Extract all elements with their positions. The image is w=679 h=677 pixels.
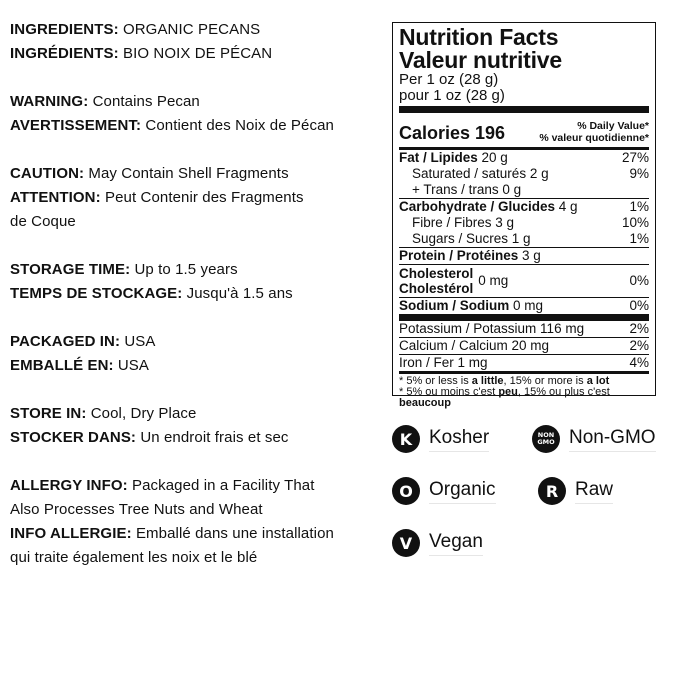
serving-size-fr: pour 1 oz (28 g): [399, 87, 505, 104]
raw-icon: R: [538, 477, 566, 505]
allergy-fr-label: INFO ALLERGIE:: [10, 525, 132, 542]
sugars-row: [399, 231, 649, 247]
divider-thick: [399, 106, 649, 113]
saturated-dv: 9%: [629, 166, 649, 181]
calcium-dv: 2%: [629, 338, 649, 353]
organic-label: Organic: [429, 479, 496, 504]
sodium-amount: 0 mg: [509, 298, 544, 313]
packaged-fr-label: EMBALLÉ EN:: [10, 357, 114, 374]
potassium-dv: 2%: [629, 321, 649, 336]
calcium-row: [399, 338, 649, 354]
badge-vegan: [392, 529, 483, 557]
caution-fr-value: Peut Contenir des Fragments: [100, 189, 304, 206]
divider-thick: [399, 314, 649, 321]
cholesterol-amount: 0 mg: [478, 273, 509, 288]
saturated-label: Saturated / saturés 2 g: [412, 166, 549, 181]
ingredients-fr-label: INGRÉDIENTS:: [10, 45, 119, 62]
storage-value: Up to 1.5 years: [130, 261, 238, 278]
kosher-label: Kosher: [429, 427, 489, 452]
vegan-icon: V: [392, 529, 420, 557]
nutrition-title-en: Nutrition Facts: [399, 24, 559, 50]
footnote-fr: * 5% ou moins c'est peu, 15% ou plus c'est beaucoup: [399, 386, 610, 409]
ingredients-line: [10, 21, 260, 39]
saturated-row: [399, 166, 649, 182]
trans-label: + Trans / trans 0 g: [412, 182, 522, 197]
warning-line: [10, 93, 200, 111]
allergy-fr-line: [10, 525, 334, 543]
footnote-en: * 5% or less is a little, 15% or more is a lot: [399, 375, 610, 387]
caution-fr-label: ATTENTION:: [10, 189, 101, 206]
fat-amount: 20 g: [477, 150, 508, 165]
footnote: [399, 374, 649, 409]
daily-value-fr: % valeur quotidienne*: [539, 132, 649, 144]
fat-row: [399, 150, 649, 166]
store-line: [10, 405, 196, 423]
store-fr-value: Un endroit frais et sec: [136, 429, 289, 446]
sodium-label: Sodium / Sodium: [399, 298, 510, 313]
potassium-label: Potassium / Potassium 116 mg: [399, 321, 585, 336]
sodium-dv: 0%: [629, 298, 649, 313]
ingredients-fr-value: BIO NOIX DE PÉCAN: [118, 45, 273, 62]
allergy-line: [10, 477, 315, 495]
allergy-fr-value-2: qui traite également les noix et le blé: [10, 549, 258, 566]
carbohydrate-label: Carbohydrate / Glucides: [399, 199, 556, 214]
iron-label: Iron / Fer 1 mg: [399, 355, 488, 370]
allergy-label: ALLERGY INFO:: [10, 477, 128, 494]
potassium-row: [399, 321, 649, 337]
organic-icon: O: [392, 477, 420, 505]
packaged-fr-line: [10, 357, 149, 375]
carbohydrate-amount: 4 g: [555, 199, 578, 214]
carbohydrate-dv: 1%: [629, 199, 649, 214]
cholesterol-row: [399, 265, 649, 297]
protein-row: [399, 248, 649, 264]
caution-label: CAUTION:: [10, 165, 85, 182]
allergy-value-2: Also Processes Tree Nuts and Wheat: [10, 501, 263, 518]
sodium-row: [399, 298, 649, 314]
calories-row: [399, 113, 649, 147]
storage-line: [10, 261, 238, 279]
fat-label: Fat / Lipides: [399, 150, 478, 165]
packaged-fr-value: USA: [113, 357, 150, 374]
badge-non-gmo: [532, 425, 656, 453]
iron-dv: 4%: [629, 355, 649, 370]
allergy-value: Packaged in a Facility That: [127, 477, 315, 494]
caution-fr-value-2: de Coque: [10, 213, 76, 230]
cholesterol-label-fr: Cholestérol: [399, 281, 474, 296]
ingredients-value: ORGANIC PECANS: [118, 21, 261, 38]
cholesterol-label-en: Cholesterol: [399, 266, 474, 281]
storage-fr-line: [10, 285, 293, 303]
warning-fr-label: AVERTISSEMENT:: [10, 117, 142, 134]
caution-fr-line-2: [10, 213, 76, 231]
warning-label: WARNING:: [10, 93, 89, 110]
storage-fr-label: TEMPS DE STOCKAGE:: [10, 285, 183, 302]
carbohydrate-row: [399, 199, 649, 215]
fibre-label: Fibre / Fibres 3 g: [412, 215, 515, 230]
nutrition-title-fr: Valeur nutritive: [399, 47, 562, 73]
protein-amount: 3 g: [518, 248, 541, 263]
nutrition-facts-panel: [392, 22, 656, 409]
sugars-label: Sugars / Sucres 1 g: [412, 231, 531, 246]
kosher-icon: K: [392, 425, 420, 453]
non-gmo-label: Non-GMO: [569, 427, 656, 452]
fibre-row: [399, 215, 649, 231]
protein-label: Protein / Protéines: [399, 248, 519, 263]
fat-dv: 27%: [621, 150, 649, 165]
caution-value: May Contain Shell Fragments: [84, 165, 289, 182]
ingredients-fr-line: [10, 45, 272, 63]
vegan-label: Vegan: [429, 531, 483, 556]
warning-fr-line: [10, 117, 334, 135]
store-label: STORE IN:: [10, 405, 87, 422]
caution-fr-line: [10, 189, 304, 207]
store-fr-label: STOCKER DANS:: [10, 429, 137, 446]
cholesterol-dv: 0%: [629, 273, 649, 288]
badge-raw: [538, 477, 613, 505]
raw-label: Raw: [575, 479, 613, 504]
calcium-label: Calcium / Calcium 20 mg: [399, 338, 550, 353]
daily-value-en: % Daily Value*: [577, 120, 649, 132]
storage-fr-value: Jusqu'à 1.5 ans: [182, 285, 293, 302]
caution-line: [10, 165, 289, 183]
badge-kosher: [392, 425, 489, 453]
serving-size-en: Per 1 oz (28 g): [399, 71, 499, 88]
store-value: Cool, Dry Place: [86, 405, 197, 422]
allergy-fr-line-2: [10, 549, 257, 567]
allergy-line-2: [10, 501, 263, 519]
packaged-value: USA: [120, 333, 156, 350]
packaged-label: PACKAGED IN:: [10, 333, 121, 350]
non-gmo-icon: NON GMO: [532, 425, 560, 453]
calories-value: Calories 196: [399, 123, 506, 143]
store-fr-line: [10, 429, 289, 447]
daily-value-header: [539, 120, 649, 147]
packaged-line: [10, 333, 156, 351]
iron-row: [399, 355, 649, 371]
trans-row: [399, 182, 649, 198]
fibre-dv: 10%: [621, 215, 649, 230]
allergy-fr-value: Emballé dans une installation: [131, 525, 334, 542]
warning-fr-value: Contient des Noix de Pécan: [141, 117, 334, 134]
storage-label: STORAGE TIME:: [10, 261, 131, 278]
ingredients-label: INGREDIENTS:: [10, 21, 119, 38]
warning-value: Contains Pecan: [88, 93, 200, 110]
badge-organic: [392, 477, 496, 505]
sugars-dv: 1%: [629, 231, 649, 246]
